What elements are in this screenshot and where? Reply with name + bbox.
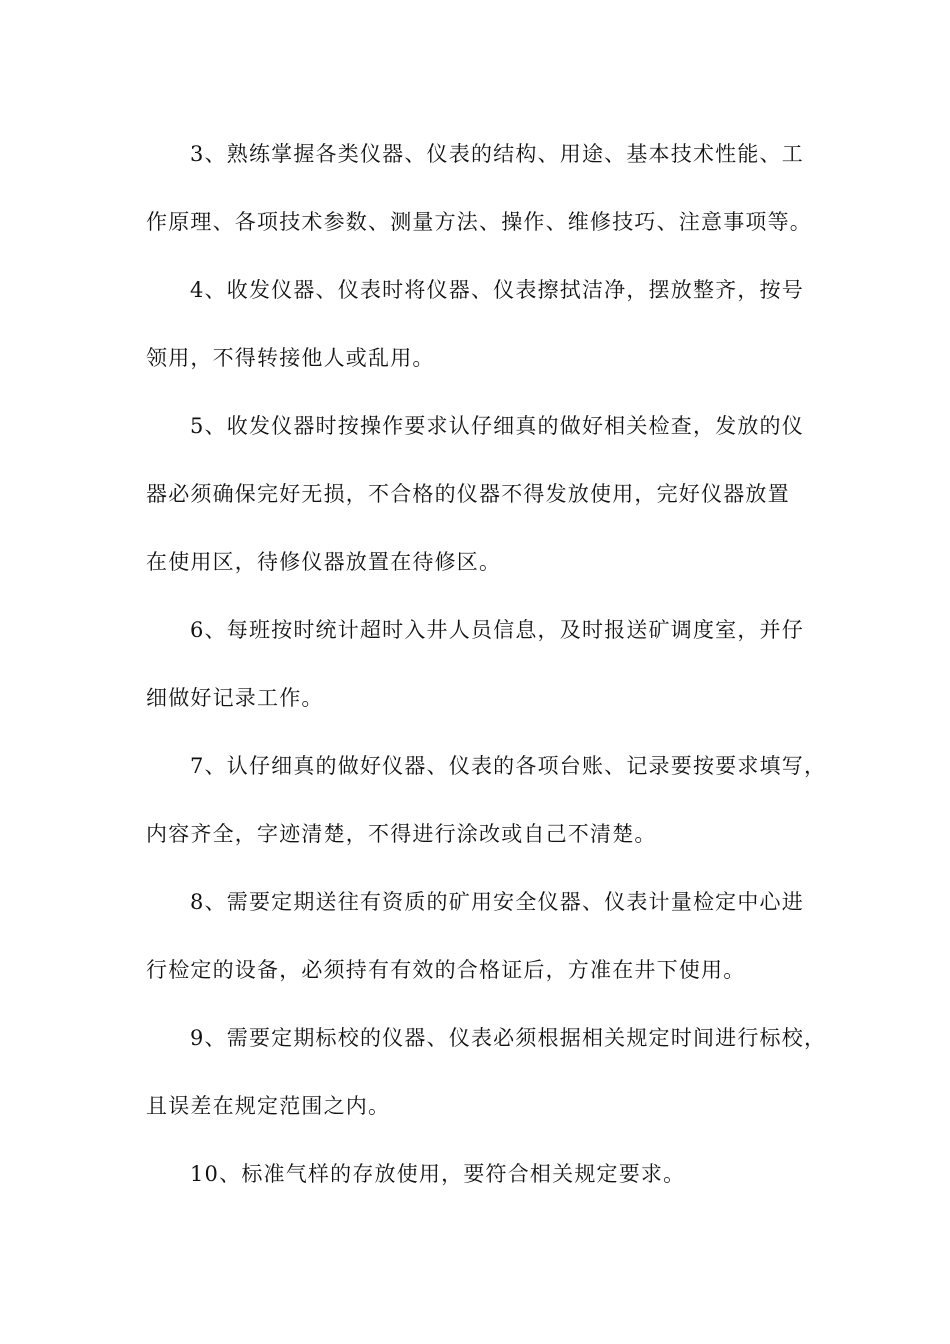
text-line: 10、标准气样的存放使用，要符合相关规定要求。 <box>190 1162 686 1186</box>
text-line: 在使用区，待修仪器放置在待修区。 <box>146 550 502 574</box>
text-line: 细做好记录工作。 <box>146 686 324 710</box>
text-line: 3、熟练掌握各类仪器、仪表的结构、用途、基本技术性能、工 <box>190 142 804 166</box>
paragraph-item-3 <box>146 132 826 268</box>
text-line: 行检定的设备，必须持有有效的合格证后，方准在井下使用。 <box>146 958 746 982</box>
paragraph-item-9 <box>146 1016 826 1152</box>
text-line: 作原理、各项技术参数、测量方法、操作、维修技巧、注意事项等。 <box>146 210 812 234</box>
paragraph-item-4 <box>146 268 826 404</box>
text-line: 领用，不得转接他人或乱用。 <box>146 346 435 370</box>
text-line: 器必须确保完好无损，不合格的仪器不得发放使用，完好仪器放置 <box>146 482 790 506</box>
text-line: 6、每班按时统计超时入井人员信息，及时报送矿调度室，并仔 <box>190 618 804 642</box>
paragraph-item-8 <box>146 880 826 1016</box>
text-line: 9、需要定期标校的仪器、仪表必须根据相关规定时间进行标校， <box>190 1026 827 1050</box>
paragraph-item-10 <box>146 1152 826 1220</box>
text-line: 7、认仔细真的做好仪器、仪表的各项台账、记录要按要求填写， <box>190 754 827 778</box>
text-line: 8、需要定期送往有资质的矿用安全仪器、仪表计量检定中心进 <box>190 890 804 914</box>
paragraph-item-5 <box>146 404 826 608</box>
text-line: 且误差在规定范围之内。 <box>146 1094 391 1118</box>
paragraph-item-6 <box>146 608 826 744</box>
text-line: 5、收发仪器时按操作要求认仔细真的做好相关检查，发放的仪 <box>190 414 804 438</box>
text-line: 内容齐全，字迹清楚，不得进行涂改或自己不清楚。 <box>146 822 657 846</box>
text-line: 4、收发仪器、仪表时将仪器、仪表擦拭洁净，摆放整齐，按号 <box>190 278 804 302</box>
document-body <box>146 132 826 1220</box>
paragraph-item-7 <box>146 744 826 880</box>
